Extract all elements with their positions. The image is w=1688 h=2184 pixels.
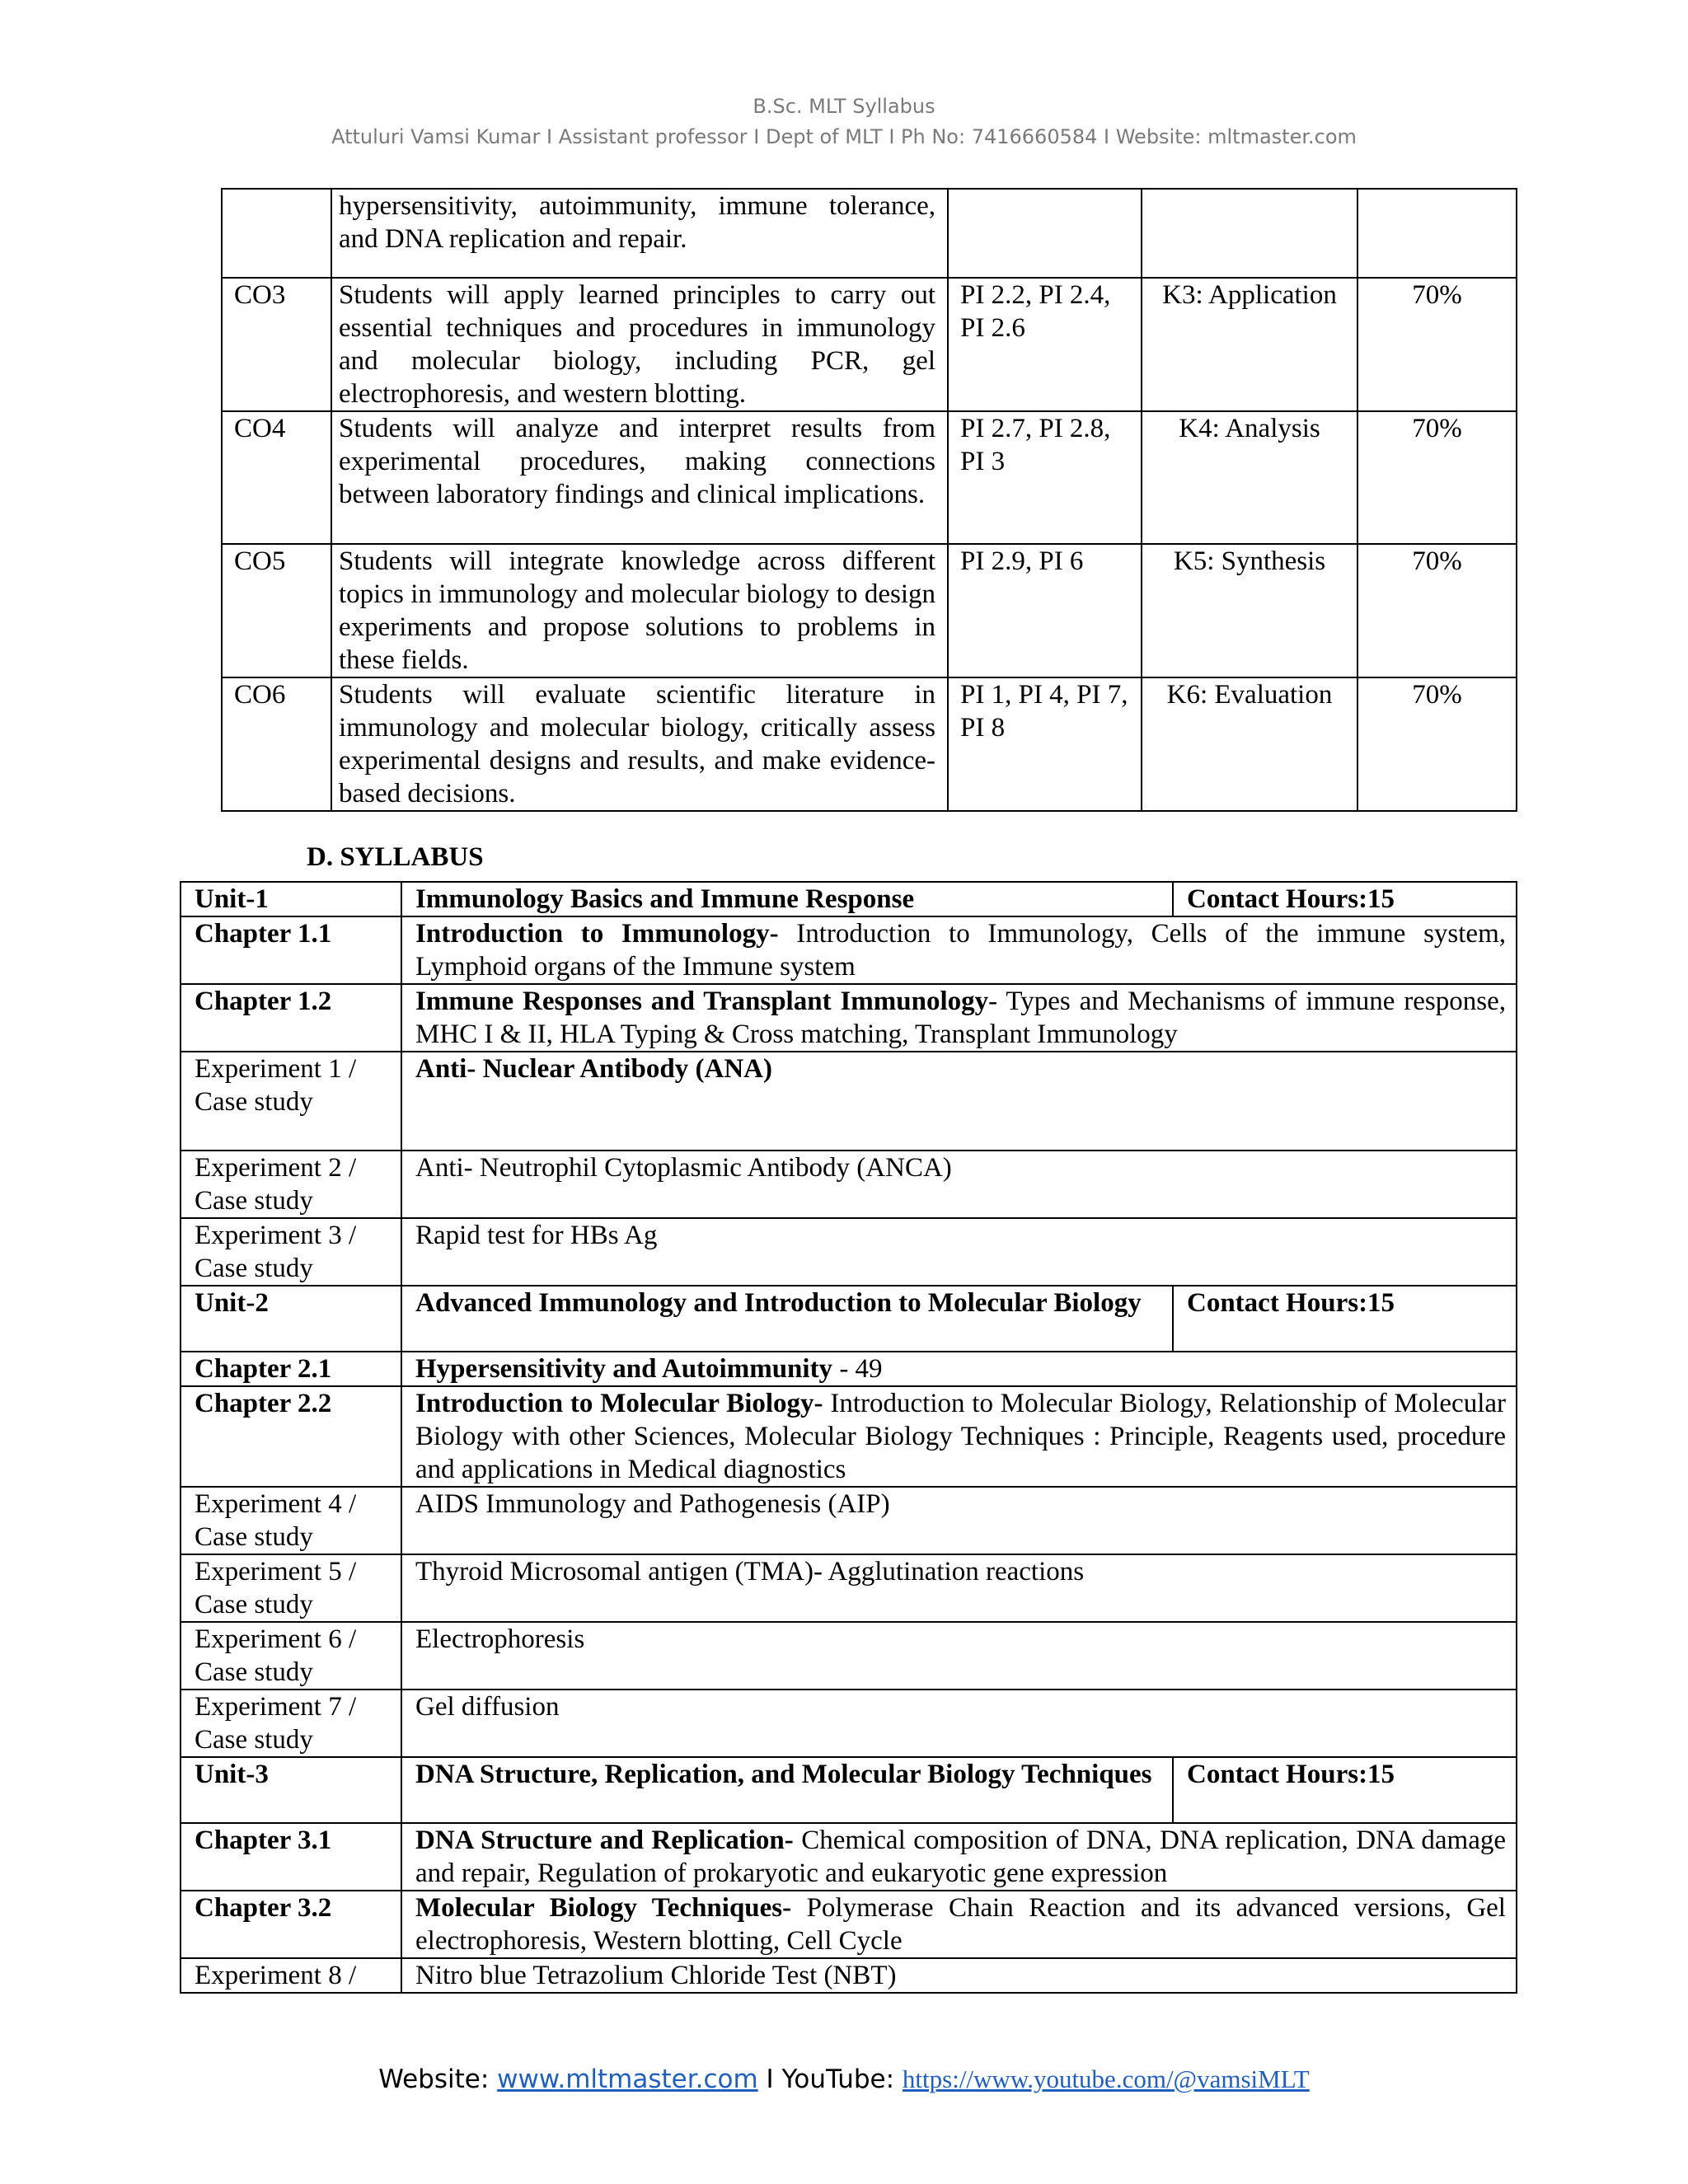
co-description-cell: Students will integrate knowledge across different topics in immunology and molecular biology to design experiments and propose solutions to problems in these fields.	[331, 544, 948, 677]
experiment-row	[181, 1151, 1517, 1218]
experiment-row	[181, 1218, 1517, 1286]
co-code-cell	[222, 189, 331, 278]
experiment-row	[181, 1052, 1517, 1151]
experiment-text: AIDS Immunology and Pathogenesis (AIP)	[401, 1487, 1517, 1554]
co-pi-cell: PI 2.7, PI 2.8, PI 3	[948, 411, 1142, 544]
experiment-label: Experiment 3 / Case study	[181, 1218, 401, 1286]
co-target-cell: 70%	[1357, 677, 1517, 811]
chapter-title: Hypersensitivity and Autoimmunity	[415, 1354, 833, 1384]
experiment-text: Electrophoresis	[401, 1622, 1517, 1690]
chapter-text: - 49	[832, 1354, 883, 1384]
co-pi-cell: PI 1, PI 4, PI 7, PI 8	[948, 677, 1142, 811]
footer-youtube-label: I YouTube:	[757, 2064, 903, 2094]
chapter-label: Chapter 3.2	[181, 1891, 401, 1958]
experiment-text: Rapid test for HBs Ag	[401, 1218, 1517, 1286]
unit-label: Unit-2	[181, 1286, 401, 1352]
unit-label: Unit-1	[181, 882, 401, 916]
experiment-text: Anti- Neutrophil Cytoplasmic Antibody (ANCA)	[401, 1151, 1517, 1218]
experiment-row	[181, 1958, 1517, 1993]
chapter-row	[181, 1352, 1517, 1386]
contact-hours: Contact Hours:15	[1173, 882, 1517, 916]
experiment-label: Experiment 7 / Case study	[181, 1690, 401, 1757]
table-row	[222, 278, 1517, 411]
chapter-title: Introduction to Immunology-	[415, 919, 779, 949]
co-level-cell: K6: Evaluation	[1142, 677, 1357, 811]
unit-title: DNA Structure, Replication, and Molecular Biology Techniques	[401, 1757, 1173, 1823]
chapter-label: Chapter 2.1	[181, 1352, 401, 1386]
chapter-row	[181, 1891, 1517, 1958]
co-level-cell	[1142, 189, 1357, 278]
chapter-content	[401, 1891, 1517, 1958]
chapter-text: - Types and Mechanisms of immune response, MHC I & II, HLA Typing & Cross matching, Transplant Immunology	[415, 987, 1507, 1049]
co-description-cell: hypersensitivity, autoimmunity, immune tolerance, and DNA replication and repair.	[331, 189, 948, 278]
co-description-cell: Students will evaluate scientific literature in immunology and molecular biology, critically assess experimental designs and results, and make evidence-based decisions.	[331, 677, 948, 811]
section-heading: D. SYLLABUS	[307, 842, 484, 872]
chapter-row	[181, 1823, 1517, 1891]
table-row	[222, 411, 1517, 544]
chapter-content	[401, 1823, 1517, 1891]
experiment-label: Experiment 4 / Case study	[181, 1487, 401, 1554]
chapter-label: Chapter 1.1	[181, 916, 401, 984]
experiment-label: Experiment 6 / Case study	[181, 1622, 401, 1690]
chapter-content	[401, 916, 1517, 984]
co-target-cell: 70%	[1357, 411, 1517, 544]
experiment-label: Experiment 2 / Case study	[181, 1151, 401, 1218]
chapter-label: Chapter 2.2	[181, 1386, 401, 1487]
unit-title: Advanced Immunology and Introduction to Molecular Biology	[401, 1286, 1173, 1352]
co-code-cell: CO5	[222, 544, 331, 677]
co-pi-cell: PI 2.2, PI 2.4, PI 2.6	[948, 278, 1142, 411]
experiment-row	[181, 1690, 1517, 1757]
contact-hours: Contact Hours:15	[1173, 1757, 1517, 1823]
co-pi-cell: PI 2.9, PI 6	[948, 544, 1142, 677]
chapter-title: Molecular Biology Techniques-	[415, 1893, 792, 1923]
co-target-cell: 70%	[1357, 278, 1517, 411]
table-row	[222, 544, 1517, 677]
table-row	[222, 189, 1517, 278]
table-row	[222, 677, 1517, 811]
co-description-cell: Students will apply learned principles to carry out essential techniques and procedures in immunology and molecular biology, including PCR, gel electrophoresis, and western blotting.	[331, 278, 948, 411]
co-pi-cell	[948, 189, 1142, 278]
unit-row	[181, 1757, 1517, 1823]
header-title: B.Sc. MLT Syllabus	[753, 95, 935, 118]
page-footer	[0, 2064, 1688, 2094]
chapter-title: Immune Responses and Transplant Immunology	[415, 987, 989, 1016]
co-code-cell: CO3	[222, 278, 331, 411]
header-author-line: Attuluri Vamsi Kumar I Assistant professor I Dept of MLT I Ph No: 7416660584 I Website: mltmaster.com	[331, 125, 1357, 148]
course-outcomes-table	[221, 188, 1517, 812]
co-target-cell: 70%	[1357, 544, 1517, 677]
unit-row	[181, 882, 1517, 916]
chapter-text: Introduction to Immunology, Cells of the immune system, Lymphoid organs of the Immune system	[415, 919, 1506, 982]
experiment-text: Anti- Nuclear Antibody (ANA)	[401, 1052, 1517, 1151]
chapter-text: Polymerase Chain Reaction and its advanced versions, Gel electrophoresis, Western blotting, Cell Cycle	[415, 1893, 1506, 1956]
footer-youtube-link[interactable]: https://www.youtube.com/@vamsiMLT	[902, 2064, 1310, 2093]
co-code-cell: CO4	[222, 411, 331, 544]
experiment-label: Experiment 1 / Case study	[181, 1052, 401, 1151]
co-level-cell: K5: Synthesis	[1142, 544, 1357, 677]
chapter-row	[181, 1386, 1517, 1487]
experiment-row	[181, 1622, 1517, 1690]
experiment-row	[181, 1487, 1517, 1554]
chapter-row	[181, 916, 1517, 984]
co-code-cell: CO6	[222, 677, 331, 811]
unit-label: Unit-3	[181, 1757, 401, 1823]
experiment-label: Experiment 5 / Case study	[181, 1554, 401, 1622]
chapter-text: Introduction to Molecular Biology, Relationship of Molecular Biology with other Sciences, Molecular Biology Techniques : Principle, Reagents used, procedure and applications in Medical diagnostics	[415, 1389, 1506, 1484]
unit-title: Immunology Basics and Immune Response	[401, 882, 1173, 916]
chapter-content	[401, 1352, 1517, 1386]
contact-hours: Contact Hours:15	[1173, 1286, 1517, 1352]
chapter-row	[181, 984, 1517, 1052]
chapter-content	[401, 984, 1517, 1052]
experiment-label: Experiment 8 /	[181, 1958, 401, 1993]
co-target-cell	[1357, 189, 1517, 278]
footer-website-label: Website:	[378, 2064, 498, 2094]
experiment-text: Nitro blue Tetrazolium Chloride Test (NBT)	[401, 1958, 1517, 1993]
chapter-title: DNA Structure and Replication-	[415, 1825, 794, 1855]
syllabus-table	[180, 881, 1517, 1994]
co-level-cell: K3: Application	[1142, 278, 1357, 411]
unit-row	[181, 1286, 1517, 1352]
chapter-label: Chapter 3.1	[181, 1823, 401, 1891]
chapter-label: Chapter 1.2	[181, 984, 401, 1052]
chapter-title: Introduction to Molecular Biology-	[415, 1389, 823, 1418]
chapter-content	[401, 1386, 1517, 1487]
co-description-cell: Students will analyze and interpret results from experimental procedures, making connections between laboratory findings and clinical implications.	[331, 411, 948, 544]
co-level-cell: K4: Analysis	[1142, 411, 1357, 544]
experiment-text: Gel diffusion	[401, 1690, 1517, 1757]
footer-website-link[interactable]: www.mltmaster.com	[497, 2064, 758, 2094]
chapter-text: Chemical composition of DNA, DNA replication, DNA damage and repair, Regulation of prokaryotic and eukaryotic gene expression	[415, 1825, 1506, 1888]
experiment-text: Thyroid Microsomal antigen (TMA)- Agglutination reactions	[401, 1554, 1517, 1622]
experiment-row	[181, 1554, 1517, 1622]
